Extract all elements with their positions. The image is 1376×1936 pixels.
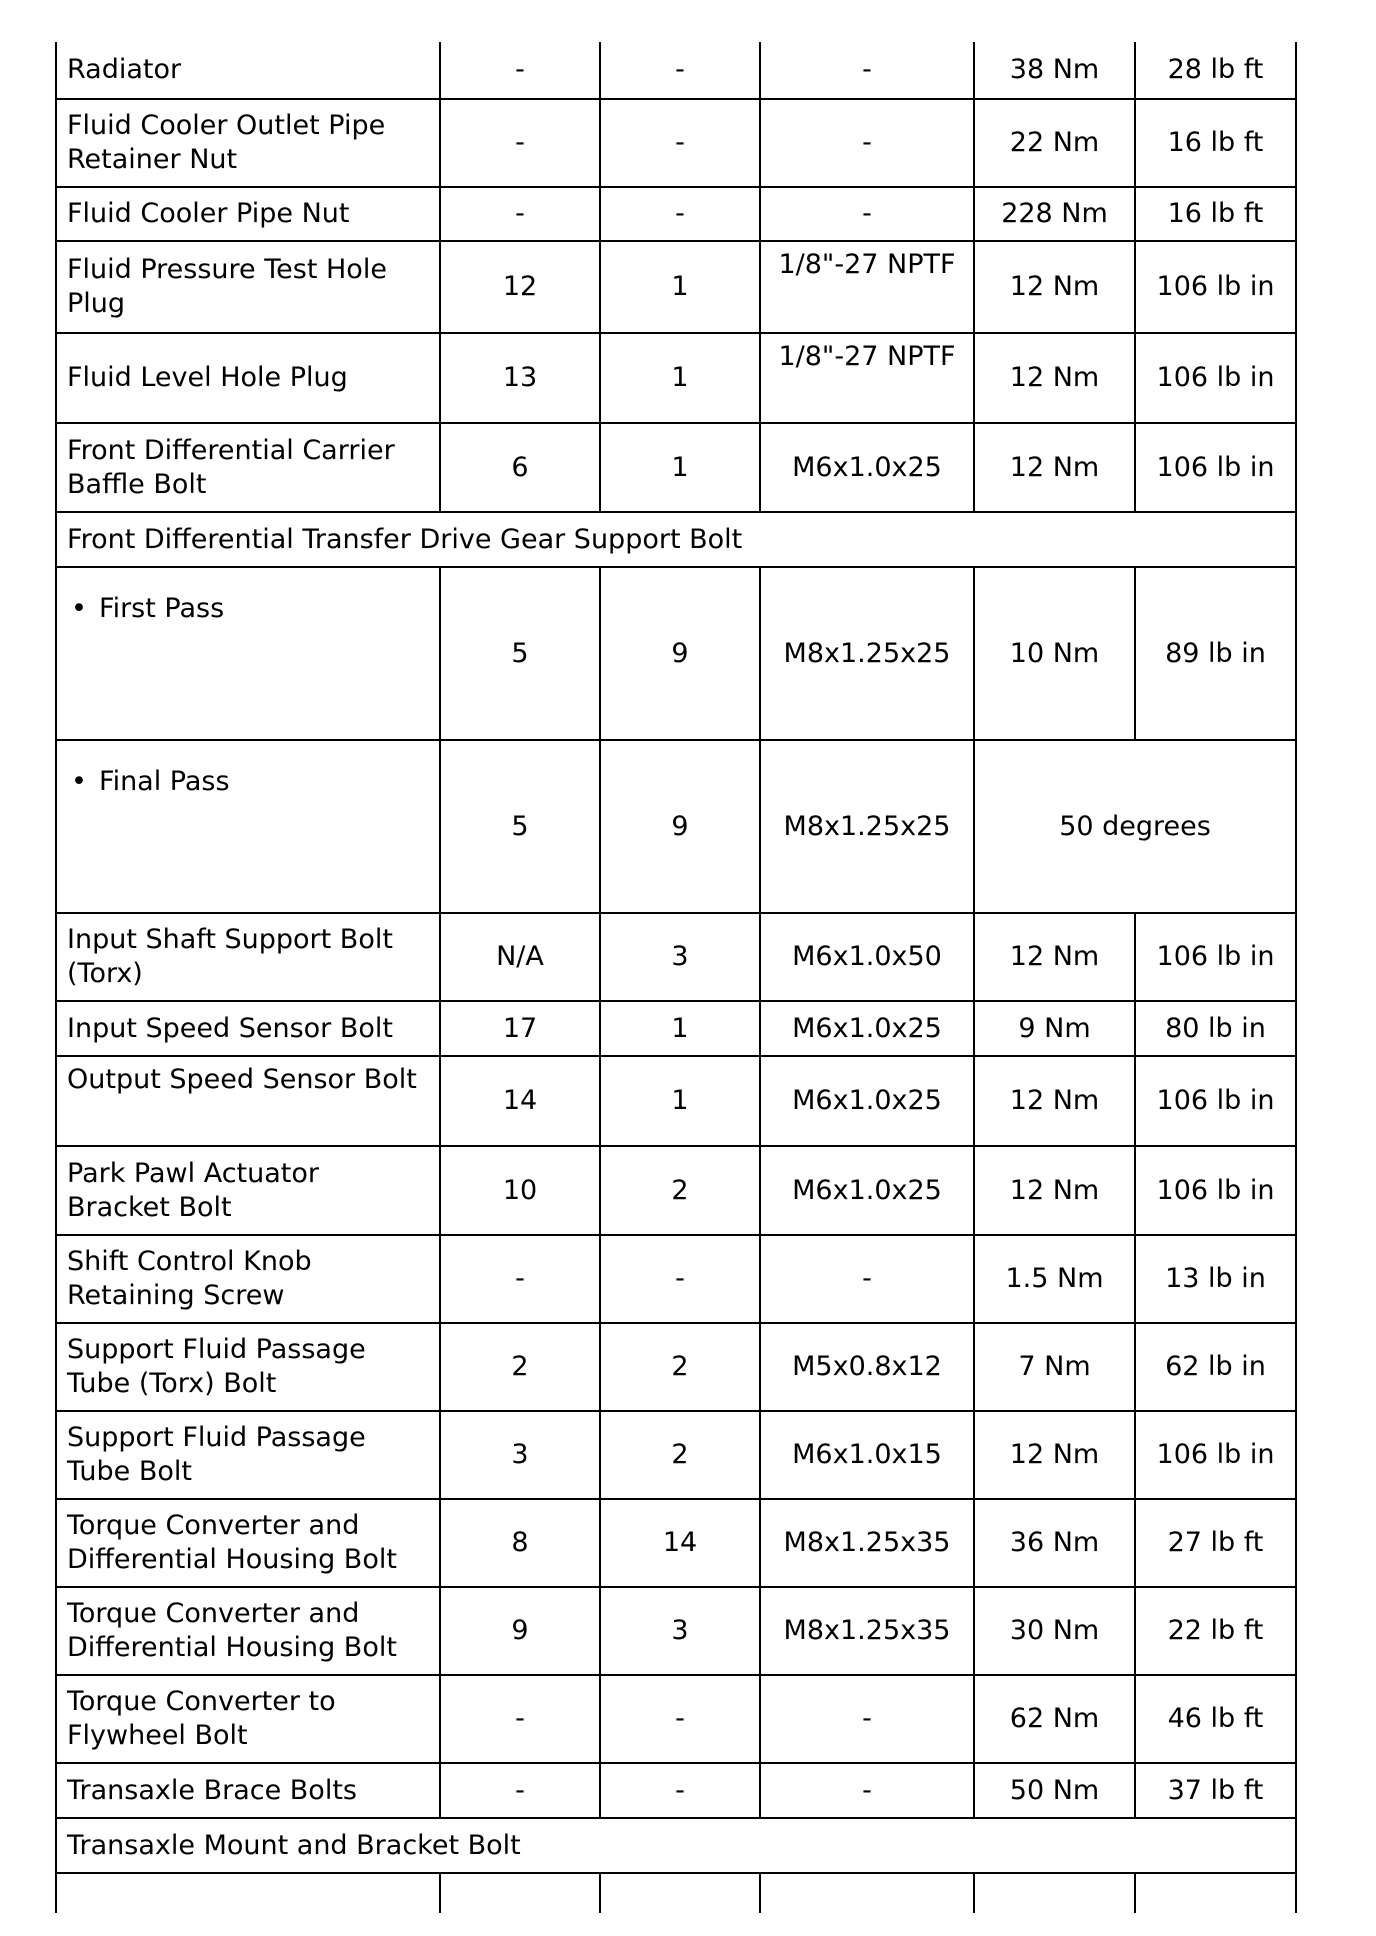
torque-metric: 38 Nm	[974, 42, 1135, 99]
torque-english: 37 lb ft	[1135, 1763, 1296, 1818]
pass-name: First Pass	[99, 593, 225, 624]
section-title: Transaxle Mount and Bracket Bolt	[56, 1818, 1296, 1873]
torque-metric: 12 Nm	[974, 333, 1135, 423]
torque-english: 13 lb in	[1135, 1235, 1296, 1323]
quantity: 3	[600, 1587, 760, 1675]
callout-number: 13	[440, 333, 600, 423]
callout-number: 8	[440, 1499, 600, 1587]
table-row	[56, 1675, 1296, 1763]
quantity: 2	[600, 1323, 760, 1411]
torque-english: 46 lb ft	[1135, 1675, 1296, 1763]
bullet-icon: •	[71, 593, 87, 624]
table-row	[56, 1499, 1296, 1587]
fastener-name: Radiator	[56, 42, 440, 99]
callout-number: N/A	[440, 913, 600, 1001]
callout-number: 5	[440, 567, 600, 740]
thread-size: M6x1.0x25	[760, 1056, 974, 1146]
thread-size: -	[760, 1235, 974, 1323]
table-row	[56, 1323, 1296, 1411]
table-row	[56, 740, 1296, 913]
table-row	[56, 423, 1296, 512]
table-row	[56, 1235, 1296, 1323]
thread-size: M6x1.0x15	[760, 1411, 974, 1499]
fastener-name: Support Fluid Passage Tube (Torx) Bolt	[56, 1323, 440, 1411]
torque-spec-table	[55, 42, 1297, 1913]
empty-cell	[974, 1873, 1135, 1913]
torque-english: 27 lb ft	[1135, 1499, 1296, 1587]
torque-english: 16 lb ft	[1135, 187, 1296, 241]
callout-number: -	[440, 42, 600, 99]
torque-english: 62 lb in	[1135, 1323, 1296, 1411]
quantity: 1	[600, 423, 760, 512]
thread-size: M6x1.0x25	[760, 423, 974, 512]
thread-size: M6x1.0x25	[760, 1146, 974, 1235]
torque-metric: 10 Nm	[974, 567, 1135, 740]
quantity: 1	[600, 1056, 760, 1146]
fastener-name: Fluid Cooler Outlet Pipe Retainer Nut	[56, 99, 440, 187]
torque-metric: 12 Nm	[974, 1146, 1135, 1235]
fastener-name: Front Differential Carrier Baffle Bolt	[56, 423, 440, 512]
torque-metric: 62 Nm	[974, 1675, 1135, 1763]
torque-angle: 50 degrees	[974, 740, 1296, 913]
thread-size: -	[760, 42, 974, 99]
callout-number: -	[440, 187, 600, 241]
fastener-name: Torque Converter and Differential Housing Bolt	[56, 1499, 440, 1587]
empty-cell	[56, 1873, 440, 1913]
table-row	[56, 913, 1296, 1001]
quantity: -	[600, 99, 760, 187]
table-row	[56, 1763, 1296, 1818]
table-row	[56, 1411, 1296, 1499]
torque-english: 106 lb in	[1135, 1146, 1296, 1235]
callout-number: 9	[440, 1587, 600, 1675]
fastener-name: Transaxle Brace Bolts	[56, 1763, 440, 1818]
callout-number: 17	[440, 1001, 600, 1056]
empty-cell	[760, 1873, 974, 1913]
quantity: 2	[600, 1411, 760, 1499]
torque-metric: 30 Nm	[974, 1587, 1135, 1675]
torque-english: 89 lb in	[1135, 567, 1296, 740]
callout-number: 14	[440, 1056, 600, 1146]
table-row	[56, 42, 1296, 99]
quantity: 2	[600, 1146, 760, 1235]
table-row-partial	[56, 1873, 1296, 1913]
torque-english: 106 lb in	[1135, 1056, 1296, 1146]
section-row	[56, 1818, 1296, 1873]
callout-number: -	[440, 1675, 600, 1763]
callout-number: -	[440, 1763, 600, 1818]
callout-number: -	[440, 1235, 600, 1323]
thread-size: -	[760, 1675, 974, 1763]
section-title: Front Differential Transfer Drive Gear Support Bolt	[56, 512, 1296, 567]
empty-cell	[1135, 1873, 1296, 1913]
table-row	[56, 99, 1296, 187]
table-row	[56, 1001, 1296, 1056]
torque-metric: 36 Nm	[974, 1499, 1135, 1587]
torque-english: 28 lb ft	[1135, 42, 1296, 99]
thread-size: 1/8"-27 NPTF	[760, 333, 974, 423]
thread-size: -	[760, 1763, 974, 1818]
thread-size: M6x1.0x50	[760, 913, 974, 1001]
fastener-name: Support Fluid Passage Tube Bolt	[56, 1411, 440, 1499]
torque-english: 106 lb in	[1135, 913, 1296, 1001]
torque-metric: 12 Nm	[974, 913, 1135, 1001]
callout-number: 5	[440, 740, 600, 913]
table-row	[56, 333, 1296, 423]
fastener-name: Fluid Cooler Pipe Nut	[56, 187, 440, 241]
fastener-name: Fluid Level Hole Plug	[56, 333, 440, 423]
torque-english: 80 lb in	[1135, 1001, 1296, 1056]
callout-number: 3	[440, 1411, 600, 1499]
callout-number: 12	[440, 241, 600, 333]
quantity: 9	[600, 740, 760, 913]
fastener-name: Shift Control Knob Retaining Screw	[56, 1235, 440, 1323]
table-row	[56, 187, 1296, 241]
fastener-name: Input Shaft Support Bolt (Torx)	[56, 913, 440, 1001]
empty-cell	[600, 1873, 760, 1913]
quantity: 1	[600, 241, 760, 333]
fastener-name: Park Pawl Actuator Bracket Bolt	[56, 1146, 440, 1235]
torque-metric: 12 Nm	[974, 1056, 1135, 1146]
torque-metric: 12 Nm	[974, 423, 1135, 512]
thread-size: -	[760, 99, 974, 187]
quantity: 9	[600, 567, 760, 740]
thread-size: M6x1.0x25	[760, 1001, 974, 1056]
thread-size: -	[760, 187, 974, 241]
pass-label	[56, 567, 440, 740]
table-row	[56, 1146, 1296, 1235]
torque-english: 16 lb ft	[1135, 99, 1296, 187]
torque-english: 22 lb ft	[1135, 1587, 1296, 1675]
thread-size: 1/8"-27 NPTF	[760, 241, 974, 333]
fastener-name: Fluid Pressure Test Hole Plug	[56, 241, 440, 333]
callout-number: 6	[440, 423, 600, 512]
thread-size: M8x1.25x35	[760, 1499, 974, 1587]
table-row	[56, 1056, 1296, 1146]
quantity: 1	[600, 1001, 760, 1056]
callout-number: 10	[440, 1146, 600, 1235]
torque-metric: 1.5 Nm	[974, 1235, 1135, 1323]
quantity: 14	[600, 1499, 760, 1587]
bullet-icon: •	[71, 766, 87, 797]
torque-metric: 50 Nm	[974, 1763, 1135, 1818]
fastener-name: Torque Converter to Flywheel Bolt	[56, 1675, 440, 1763]
callout-number: -	[440, 99, 600, 187]
fastener-name: Input Speed Sensor Bolt	[56, 1001, 440, 1056]
callout-number: 2	[440, 1323, 600, 1411]
torque-metric: 12 Nm	[974, 1411, 1135, 1499]
section-row	[56, 512, 1296, 567]
table-row	[56, 1587, 1296, 1675]
torque-metric: 228 Nm	[974, 187, 1135, 241]
torque-english: 106 lb in	[1135, 423, 1296, 512]
pass-label	[56, 740, 440, 913]
table-row	[56, 567, 1296, 740]
quantity: -	[600, 1763, 760, 1818]
thread-size: M8x1.25x25	[760, 740, 974, 913]
torque-english: 106 lb in	[1135, 333, 1296, 423]
quantity: 1	[600, 333, 760, 423]
torque-metric: 12 Nm	[974, 241, 1135, 333]
quantity: -	[600, 42, 760, 99]
empty-cell	[440, 1873, 600, 1913]
torque-english: 106 lb in	[1135, 1411, 1296, 1499]
thread-size: M8x1.25x25	[760, 567, 974, 740]
fastener-name: Output Speed Sensor Bolt	[56, 1056, 440, 1146]
quantity: -	[600, 187, 760, 241]
quantity: -	[600, 1675, 760, 1763]
thread-size: M5x0.8x12	[760, 1323, 974, 1411]
quantity: 3	[600, 913, 760, 1001]
torque-english: 106 lb in	[1135, 241, 1296, 333]
pass-name: Final Pass	[99, 766, 230, 797]
table-row	[56, 241, 1296, 333]
torque-metric: 22 Nm	[974, 99, 1135, 187]
thread-size: M8x1.25x35	[760, 1587, 974, 1675]
quantity: -	[600, 1235, 760, 1323]
fastener-name: Torque Converter and Differential Housing Bolt	[56, 1587, 440, 1675]
torque-metric: 7 Nm	[974, 1323, 1135, 1411]
torque-metric: 9 Nm	[974, 1001, 1135, 1056]
